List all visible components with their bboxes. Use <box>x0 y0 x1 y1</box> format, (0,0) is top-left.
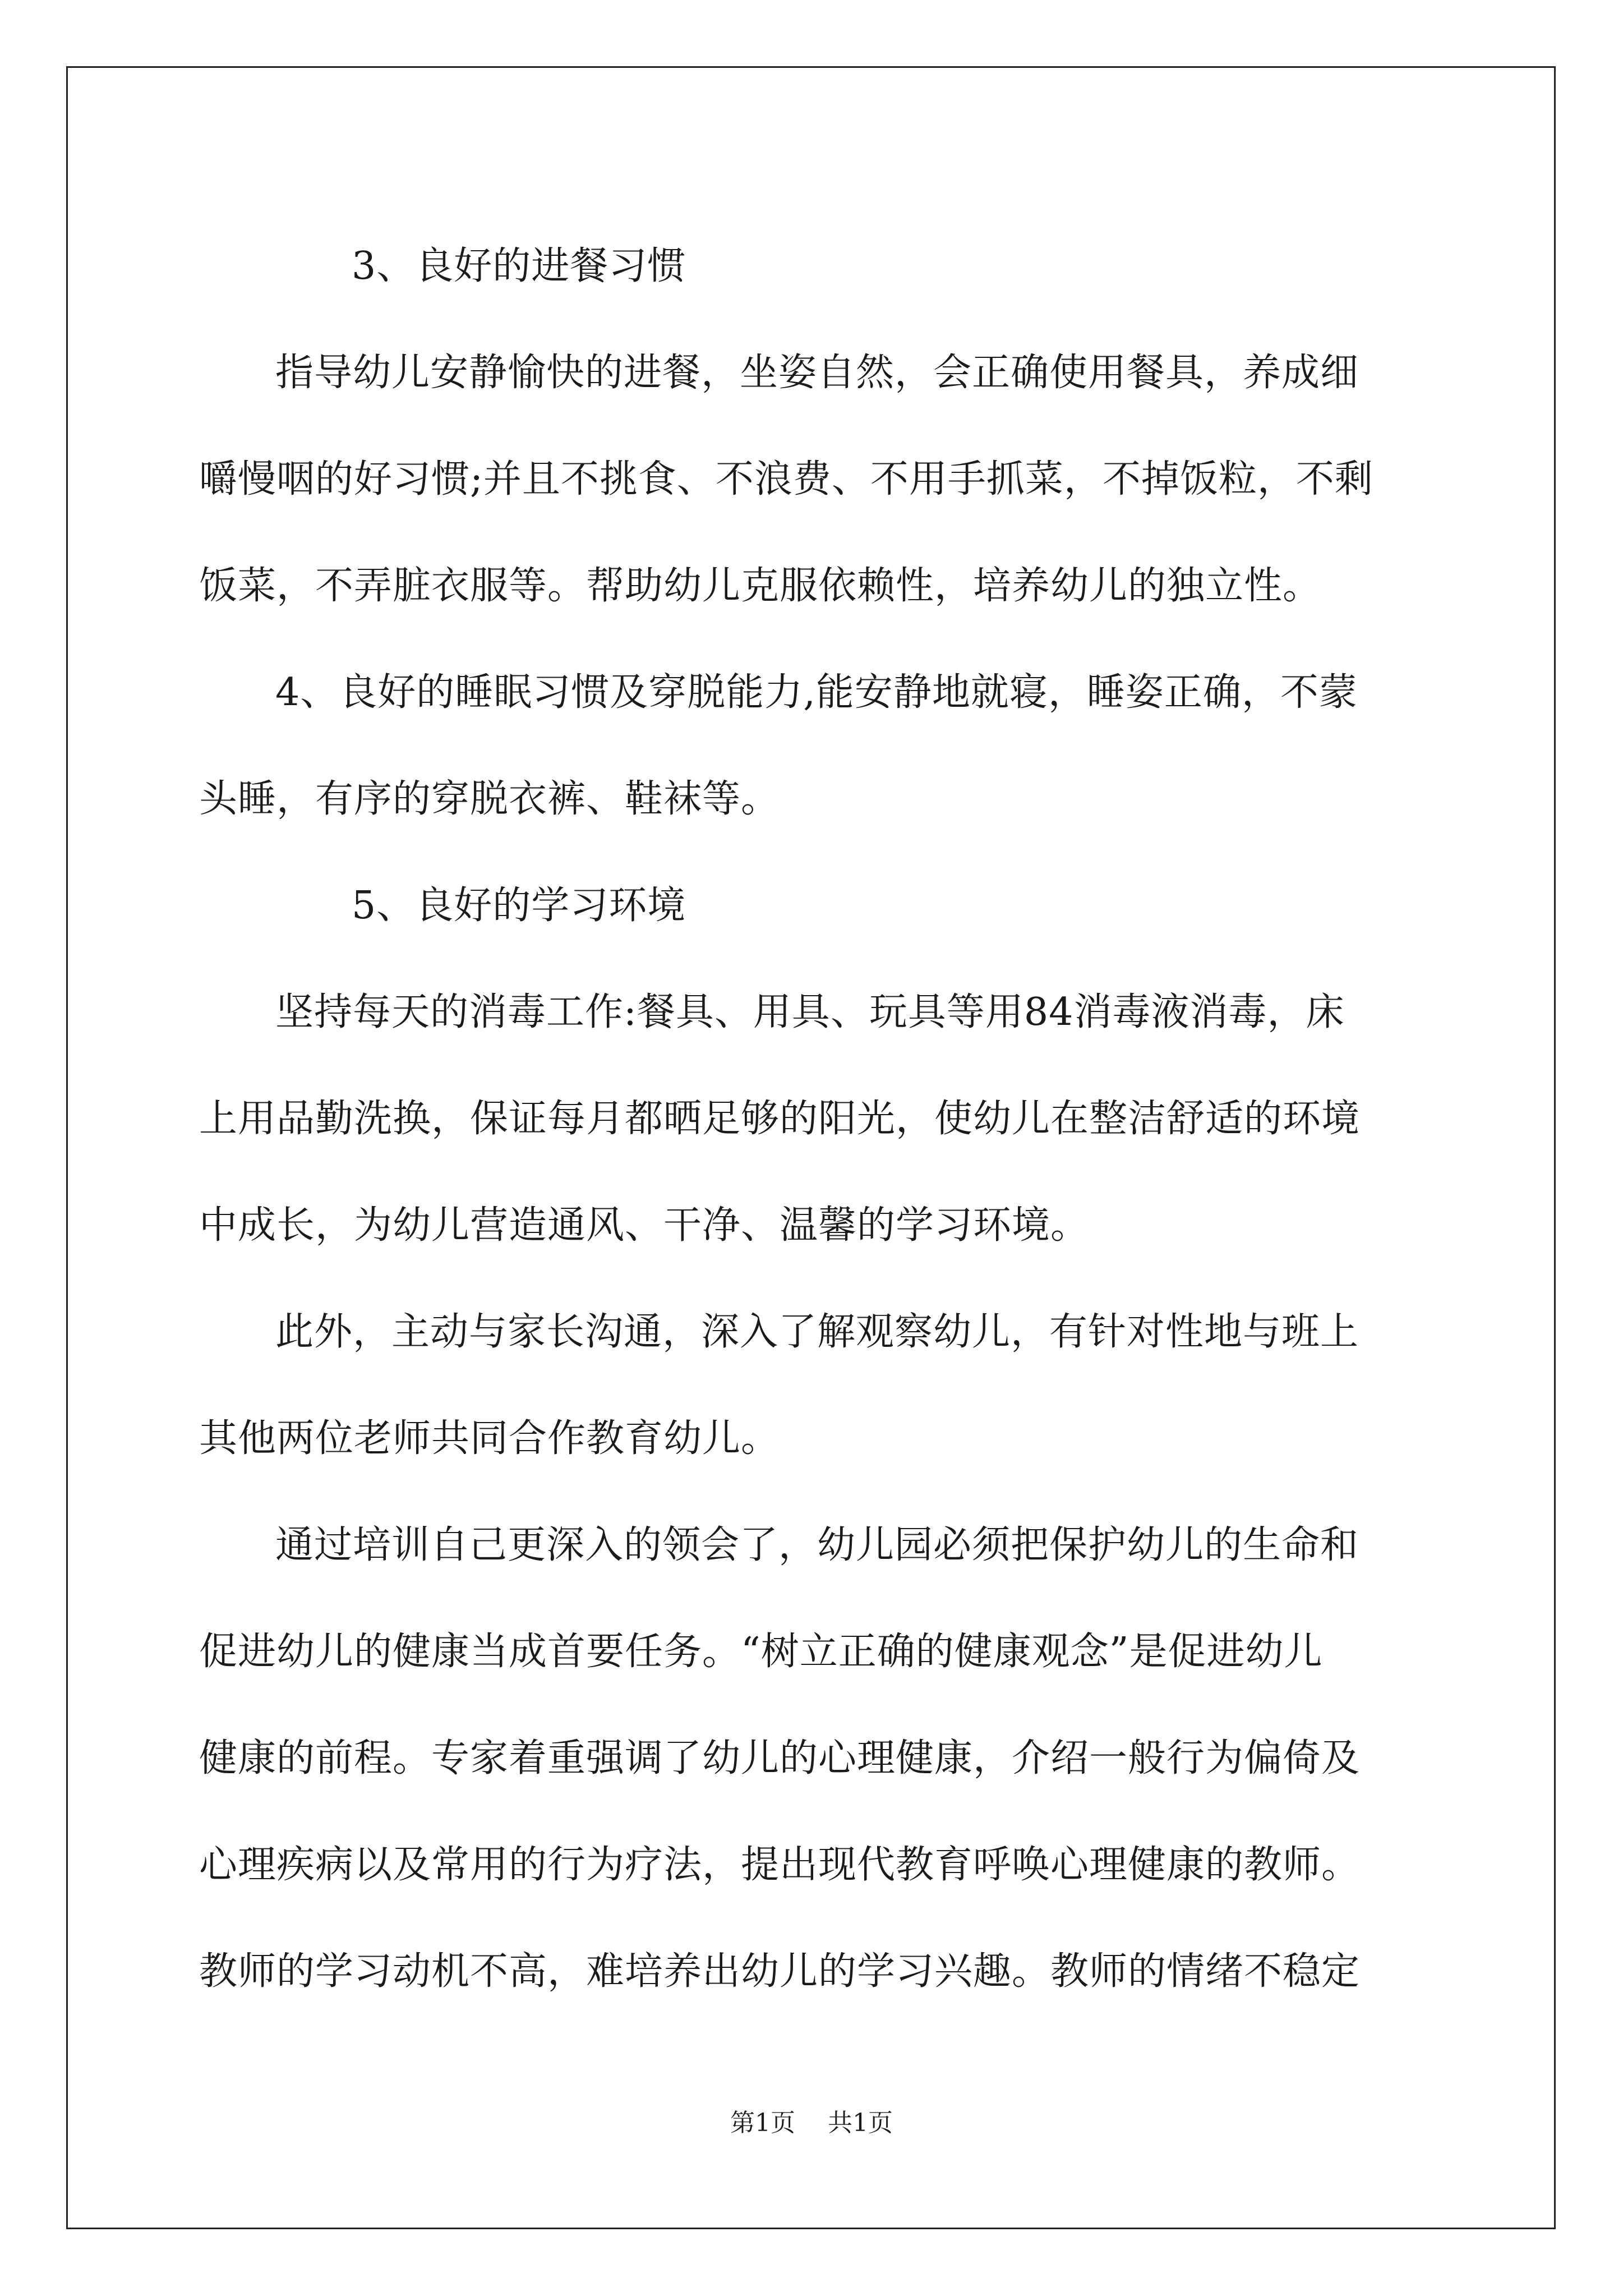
text-line: 5、良好的学习环境 <box>352 884 686 928</box>
text-line: 嚼慢咽的好习惯;并且不挑食、不浪费、不用手抓菜，不掉饭粒，不剩 <box>199 457 1373 501</box>
text-line: 指导幼儿安静愉快的进餐，坐姿自然，会正确使用餐具，养成细 <box>275 351 1359 395</box>
paragraph-parent-communication <box>199 1279 1427 1492</box>
page-number-total: 共1页 <box>828 2109 893 2137</box>
text-line: 促进幼儿的健康当成首要任务。“树立正确的健康观念”是促进幼儿 <box>199 1630 1323 1674</box>
document-body <box>199 213 1427 2025</box>
text-line: 中成长，为幼儿营造通风、干净、温馨的学习环境。 <box>199 1203 1090 1248</box>
text-line: 上用品勤洗换，保证每月都晒足够的阳光，使幼儿在整洁舒适的环境 <box>199 1097 1361 1141</box>
text-line: 心理疾病以及常用的行为疗法，提出现代教育呼唤心理健康的教师。 <box>199 1843 1361 1887</box>
text-line: 其他两位老师共同合作教育幼儿。 <box>199 1416 780 1461</box>
paragraph-sleep-habits <box>199 639 1427 853</box>
text-line: 健康的前程。专家着重强调了幼儿的心理健康，介绍一般行为偏倚及 <box>199 1736 1361 1780</box>
text-line: 饭菜，不弄脏衣服等。帮助幼儿克服依赖性，培养幼儿的独立性。 <box>199 564 1322 608</box>
text-line: 此外，主动与家长沟通，深入了解观察幼儿，有针对性地与班上 <box>275 1310 1359 1354</box>
section-heading-environment <box>199 853 1427 959</box>
page-number-current: 第1页 <box>730 2109 795 2137</box>
paragraph-meal-habits <box>199 320 1427 639</box>
text-line: 通过培训自己更深入的领会了，幼儿园必须把保护幼儿的生命和 <box>275 1523 1359 1567</box>
text-line: 4、良好的睡眠习惯及穿脱能力,能安静地就寝，睡姿正确，不蒙 <box>275 670 1358 715</box>
text-line: 3、良好的进餐习惯 <box>352 244 686 288</box>
page-footer <box>0 2106 1623 2140</box>
paragraph-disinfection <box>199 959 1427 1279</box>
section-heading-meal <box>199 213 1427 320</box>
text-line: 坚持每天的消毒工作:餐具、用具、玩具等用84消毒液消毒，床 <box>275 990 1345 1034</box>
paragraph-training-reflection <box>199 1492 1427 2025</box>
text-line: 教师的学习动机不高，难培养出幼儿的学习兴趣。教师的情绪不稳定 <box>199 1949 1361 1994</box>
text-line: 头睡，有序的穿脱衣裤、鞋袜等。 <box>199 777 780 821</box>
